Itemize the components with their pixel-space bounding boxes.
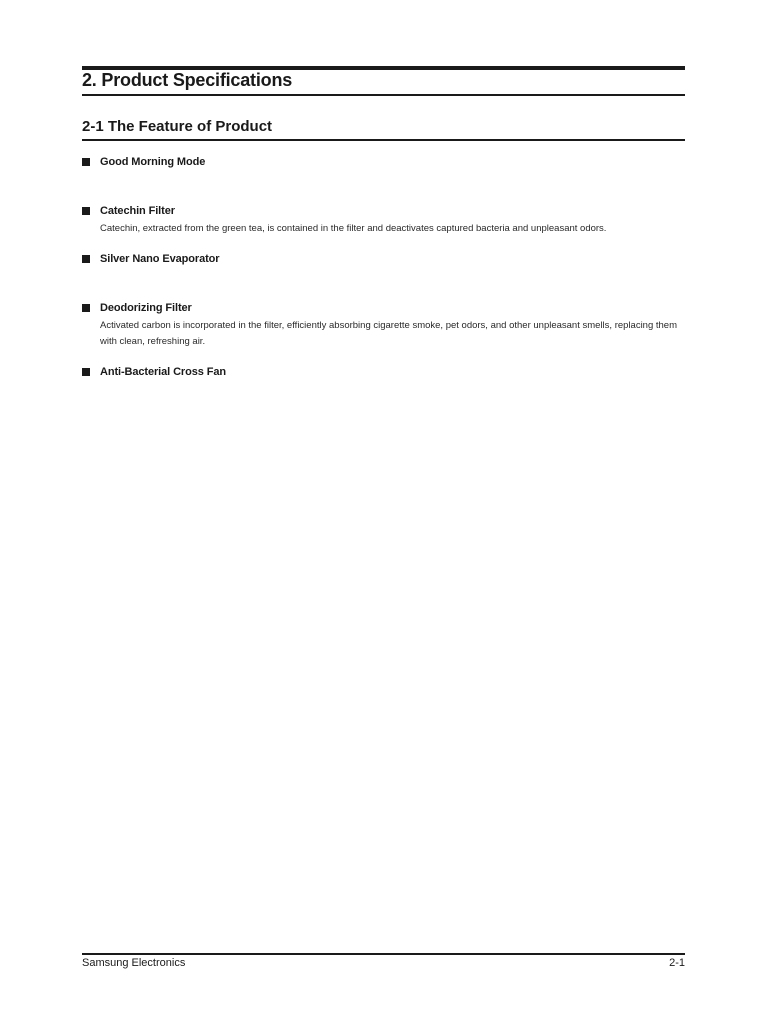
feature-item-good-morning-mode — [82, 154, 685, 170]
document-page — [82, 0, 685, 1024]
square-bullet-icon — [82, 368, 90, 376]
feature-description: Catechin, extracted from the green tea, is contained in the filter and deactivates captured bacteria and unpleasant odors. — [100, 223, 607, 234]
feature-title: Silver Nano Evaporator — [100, 253, 220, 265]
chapter-title: 2. Product Specifications — [82, 70, 293, 90]
feature-item-deodorizing-filter — [82, 300, 685, 350]
feature-item-catechin-filter — [82, 203, 685, 237]
feature-description: Activated carbon is incorporated in the filter, efficiently absorbing cigarette smoke, pet odors, and other unpleasant smells, replacing them with clean, refreshing air. — [100, 320, 678, 347]
footer-company: Samsung Electronics — [82, 957, 186, 969]
feature-title: Catechin Filter — [100, 205, 175, 217]
feature-title: Anti-Bacterial Cross Fan — [100, 366, 226, 378]
footer-page-number: 2-1 — [669, 957, 685, 969]
square-bullet-icon — [82, 207, 90, 215]
square-bullet-icon — [82, 304, 90, 312]
feature-item-anti-bacterial-cross-fan — [82, 364, 685, 380]
feature-title: Good Morning Mode — [100, 156, 206, 168]
feature-item-silver-nano-evaporator — [82, 251, 685, 267]
section-rule — [82, 139, 685, 141]
square-bullet-icon — [82, 158, 90, 166]
square-bullet-icon — [82, 255, 90, 263]
feature-title: Deodorizing Filter — [100, 302, 192, 314]
chapter-bottom-rule — [82, 94, 685, 96]
section-title: 2-1 The Feature of Product — [82, 118, 273, 135]
footer-rule — [82, 953, 685, 955]
